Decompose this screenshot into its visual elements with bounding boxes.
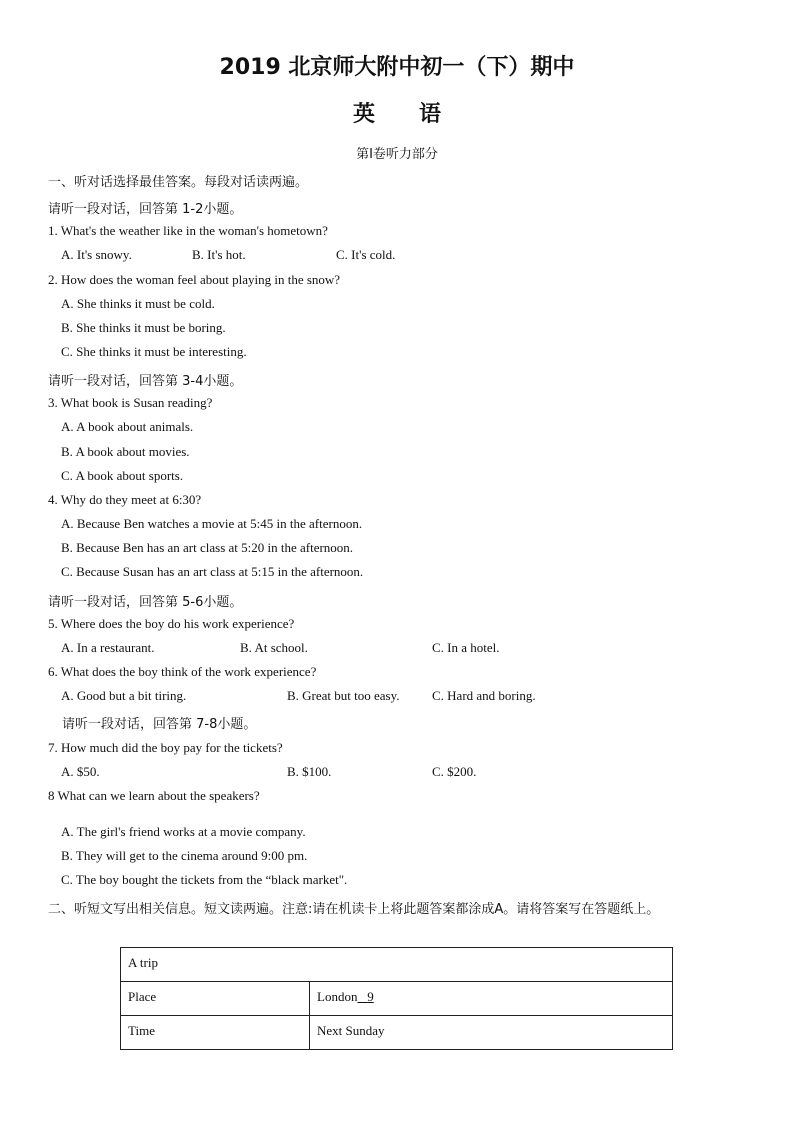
answer-blank — [357, 989, 373, 1004]
option: A. A book about animals. — [61, 419, 194, 434]
question-stem: 4. Why do they meet at 6:30? — [48, 492, 202, 507]
part-title: 第Ⅰ卷听力部分 — [356, 147, 438, 162]
question-stem: 8 What can we learn about the speakers? — [48, 788, 260, 803]
option: B. At school. — [240, 640, 308, 655]
option: C. The boy bought the tickets from the “black market". — [61, 872, 348, 887]
question-stem: 6. What does the boy think of the work experience? — [48, 664, 317, 679]
trip-row-value: Next Sunday — [310, 1016, 673, 1050]
option: A. It's snowy. — [61, 247, 132, 262]
option: B. A book about movies. — [61, 444, 190, 459]
question-stem: 1. What's the weather like in the woman's hometown? — [48, 223, 328, 238]
option: C. Because Susan has an art class at 5:15 in the afternoon. — [61, 564, 364, 579]
section1-heading: 一、听对话选择最佳答案。每段对话读两遍。 — [48, 175, 309, 190]
option: B. It's hot. — [192, 247, 246, 262]
question-stem: 3. What book is Susan reading? — [48, 395, 213, 410]
place-value: London — [317, 989, 358, 1004]
option: A. Good but a bit tiring. — [61, 688, 187, 703]
exam-title: 2019 北京师大附中初一（下）期中 — [219, 55, 575, 80]
option: C. A book about sports. — [61, 468, 184, 483]
option: A. She thinks it must be cold. — [61, 296, 215, 311]
group-instruction: 请听一段对话，回答第 7-8小题。 — [62, 717, 257, 732]
option: B. Great but too easy. — [287, 688, 400, 703]
option: A. The girl's friend works at a movie company. — [61, 824, 306, 839]
option: A. Because Ben watches a movie at 5:45 in the afternoon. — [61, 516, 363, 531]
trip-row-label: Time — [121, 1016, 310, 1050]
section2-heading: 二、听短文写出相关信息。短文读两遍。注意:请在机读卡上将此题答案都涂成A。请将答案写在答题纸上。 — [48, 902, 660, 917]
group-instruction: 请听一段对话，回答第 5-6小题。 — [48, 595, 243, 610]
blank-number: 9 — [367, 989, 374, 1004]
trip-table — [120, 947, 673, 1050]
group-instruction: 请听一段对话，回答第 1-2小题。 — [48, 202, 243, 217]
option: C. $200. — [432, 764, 477, 779]
subject-title: 英语 — [352, 102, 485, 127]
option: B. She thinks it must be boring. — [61, 320, 226, 335]
option: C. It's cold. — [336, 247, 396, 262]
question-stem: 5. Where does the boy do his work experience? — [48, 616, 295, 631]
option: C. In a hotel. — [432, 640, 500, 655]
question-stem: 7. How much did the boy pay for the tickets? — [48, 740, 283, 755]
trip-table-title: A trip — [121, 948, 673, 982]
group-instruction: 请听一段对话，回答第 3-4小题。 — [48, 374, 243, 389]
option: B. Because Ben has an art class at 5:20 in the afternoon. — [61, 540, 354, 555]
trip-row-value — [310, 982, 673, 1016]
option: B. They will get to the cinema around 9:00 pm. — [61, 848, 308, 863]
option: A. In a restaurant. — [61, 640, 155, 655]
question-stem: 2. How does the woman feel about playing in the snow? — [48, 272, 341, 287]
option: B. $100. — [287, 764, 332, 779]
trip-row-label: Place — [121, 982, 310, 1016]
option: A. $50. — [61, 764, 100, 779]
option: C. She thinks it must be interesting. — [61, 344, 247, 359]
option: C. Hard and boring. — [432, 688, 536, 703]
